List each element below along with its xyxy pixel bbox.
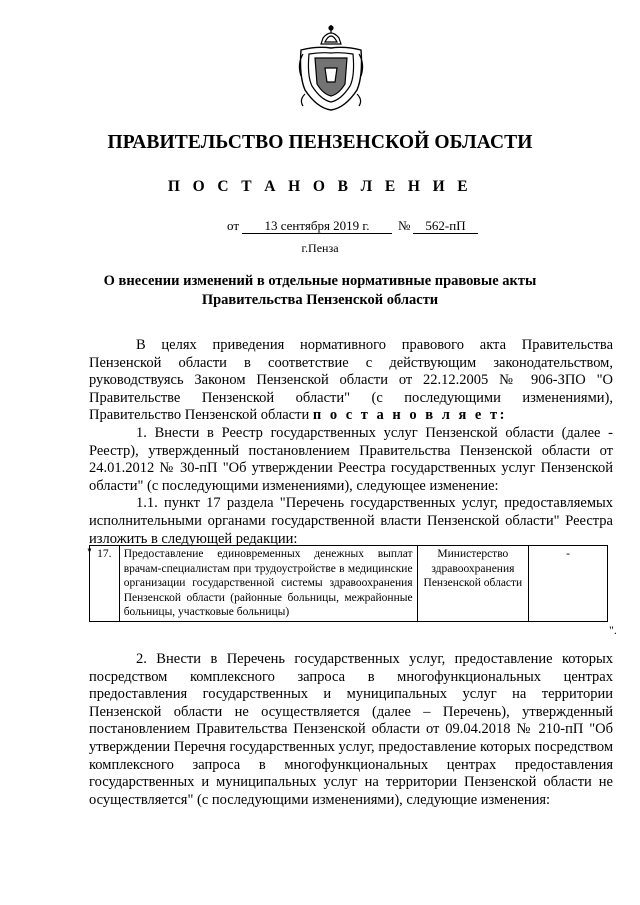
- row-number: 17.: [90, 546, 120, 622]
- document-date: 13 сентября 2019 г.: [242, 218, 392, 234]
- table-open-quote: ": [87, 545, 92, 559]
- body-part-1: [89, 337, 613, 548]
- service-name: Предоставление единовременных денежных выплат врачам-специалистам при трудоустройстве в медицинские организации государственной системы здравоохранения Пензенской области (районные больницы, межрайонные больницы, участковые больницы): [119, 546, 417, 622]
- extra-column: -: [529, 546, 608, 622]
- responsible-ministry: Министерство здравоохранения Пензенской области: [417, 546, 529, 622]
- table-row: [90, 546, 608, 622]
- table-close-quote: ".: [609, 623, 617, 637]
- intro-paragraph: [89, 337, 613, 425]
- coat-of-arms-icon: [295, 24, 367, 112]
- intro-text: В целях приведения нормативного правового акта Правительства Пензенской области в соответствие с действующим законодательством, руководствуясь Законом Пензенской области от 22.12.2005 № 906-ЗПО "О Правительстве Пензенской области" (с последующими изменениями), Правительство Пензенской области: [89, 337, 613, 424]
- document-type: П О С Т А Н О В Л Е Н И Е: [167, 178, 473, 195]
- government-name: ПРАВИТЕЛЬСТВО ПЕНЗЕНСКОЙ ОБЛАСТИ: [107, 132, 533, 153]
- item-2-paragraph: 2. Внести в Перечень государственных услуг, предоставление которых посредством комплексного запроса в многофункциональных центрах предоставления государственных и муниципальных услуг на территории Пензенской области не осуществляется (далее – Перечень), утвержденный постановлением Правительства Пензенской области от 09.04.2018 № 210-пП "Об утверждении Перечня государственных услуг, предоставление которых посредством комплексного запроса в многофункциональных центрах предоставления государственных и муниципальных услуг на территории Пензенской области не осуществляется" (с последующими изменениями), следующие изменения:: [89, 651, 613, 808]
- document-title-line-1: О внесении изменений в отдельные нормативные правовые акты: [103, 273, 537, 289]
- date-prefix: от: [227, 218, 240, 233]
- number-prefix: №: [398, 218, 411, 233]
- registry-table: [89, 545, 608, 622]
- document-title: [80, 272, 560, 310]
- item-1-1-paragraph: 1.1. пункт 17 раздела "Перечень государственных услуг, предоставляемых исполнительными органами государственной власти Пензенской области" Реестра изложить в следующей редакции:: [89, 495, 613, 547]
- body-part-2: [89, 651, 613, 809]
- item-1-paragraph: 1. Внести в Реестр государственных услуг Пензенской области (далее - Реестр), утвержденный постановлением Правительства Пензенской области от 24.01.2012 № 30-пП "Об утверждении Реестра государственных услуг Пензенской области" (с последующими изменениями), следующее изменение:: [89, 424, 613, 494]
- document-number: 562-пП: [413, 218, 478, 234]
- date-number-line: [0, 218, 640, 238]
- document-title-line-2: Правительства Пензенской области: [201, 292, 439, 308]
- city: г.Пенза: [301, 241, 339, 255]
- decree-word: п о с т а н о в л я е т:: [312, 407, 507, 424]
